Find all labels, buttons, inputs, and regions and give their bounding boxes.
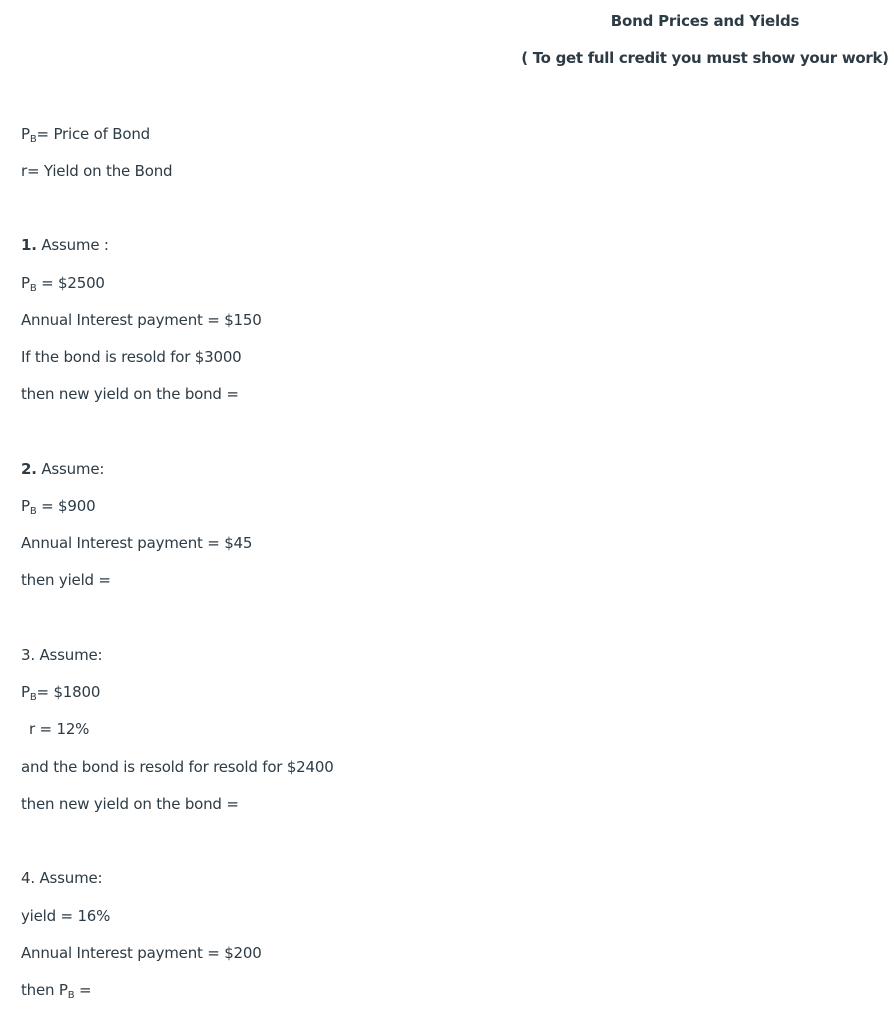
q2-price-subscript: B [29, 506, 37, 517]
q3-ask: then new yield on the bond = [21, 795, 239, 813]
q4-ask-prefix: then P [21, 981, 68, 999]
q3-price-symbol: P [21, 683, 30, 701]
q4-yield: yield = 16% [21, 907, 111, 925]
q1-price-subscript: B [29, 283, 37, 294]
q2-ask: then yield = [21, 571, 111, 589]
q1-number: 1. [21, 236, 37, 254]
q2-number: 2. [21, 460, 37, 478]
q3-resold: and the bond is resold for resold for $2400 [21, 758, 334, 776]
q4-ask-subscript: B [67, 990, 75, 1001]
definition-price [21, 124, 150, 144]
page-header [520, 10, 890, 69]
q2-price [21, 496, 95, 516]
q3-price [21, 682, 100, 702]
definition-yield: r= Yield on the Bond [21, 162, 173, 180]
q4-ask-suffix: = [74, 981, 92, 999]
q1-ask: then new yield on the bond = [21, 385, 239, 403]
price-definition-text: = Price of Bond [36, 125, 150, 143]
q3-price-subscript: B [29, 692, 37, 703]
page-title: Bond Prices and Yields [610, 12, 800, 30]
q2-heading-text: Assume: [36, 460, 105, 478]
q1-resold: If the bond is resold for $3000 [21, 348, 242, 366]
q1-heading [21, 235, 109, 255]
price-subscript: B [29, 134, 37, 145]
q3-price-value: = $1800 [36, 683, 101, 701]
q2-heading [21, 459, 104, 479]
page-subtitle: ( To get full credit you must show your work) [521, 49, 889, 67]
q1-price-value: = $2500 [36, 274, 105, 292]
q2-price-symbol: P [21, 497, 30, 515]
q3-rate: r = 12% [29, 720, 90, 738]
q4-interest: Annual Interest payment = $200 [21, 944, 262, 962]
q1-heading-text: Assume : [36, 236, 109, 254]
q2-interest: Annual Interest payment = $45 [21, 534, 253, 552]
q4-heading: 4. Assume: [21, 869, 103, 887]
q4-ask [21, 980, 91, 1000]
q1-price [21, 273, 105, 293]
q1-price-symbol: P [21, 274, 30, 292]
q3-heading: 3. Assume: [21, 646, 103, 664]
q2-price-value: = $900 [36, 497, 96, 515]
price-symbol: P [21, 125, 30, 143]
q1-interest: Annual Interest payment = $150 [21, 311, 262, 329]
